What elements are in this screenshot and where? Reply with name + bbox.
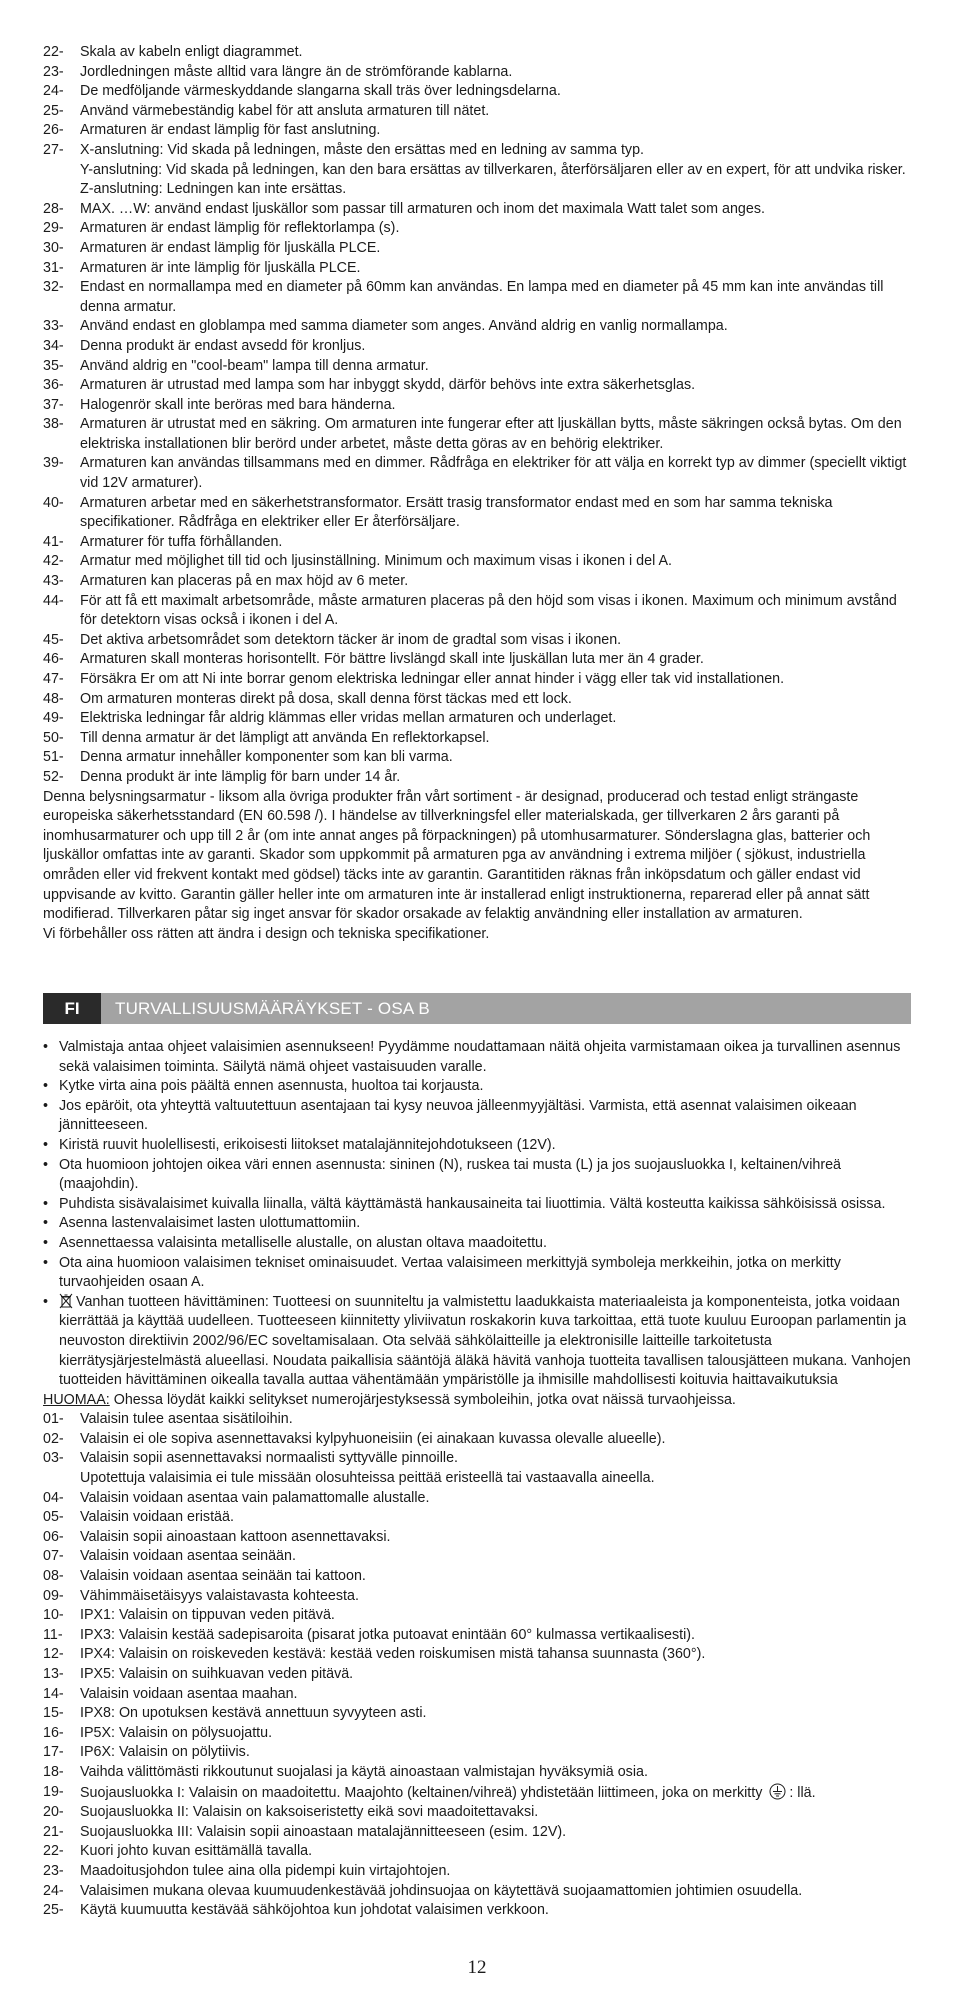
note-label: HUOMAA: xyxy=(43,1391,110,1408)
bullet-dot: • xyxy=(43,1078,49,1095)
fi-numbered-list xyxy=(43,1410,911,1782)
item-text: Valaisin voidaan asentaa seinään tai kattoon. xyxy=(80,1568,366,1585)
item-text: Använd endast en globlampa med samma diameter som anges. Använd aldrig en vanlig normallampa. xyxy=(80,318,728,335)
item-number: 15- xyxy=(43,1705,64,1722)
list-item xyxy=(43,1783,911,1804)
bullet-text: Asennettaessa valaisinta metalliselle alustalle, on alustan oltava maadoitettu. xyxy=(59,1234,547,1251)
fi-section xyxy=(43,1038,911,1921)
list-item xyxy=(43,1842,911,1862)
list-item xyxy=(43,650,911,670)
item-text: IP5X: Valaisin on pölysuojattu. xyxy=(80,1724,273,1741)
item-number: 48- xyxy=(43,690,64,707)
section-title: TURVALLISUUSMÄÄRÄYKSET - OSA B xyxy=(115,998,430,1018)
item-text: Det aktiva arbetsområdet som detektorn täcker är inom de gradtal som visas i ikonen. xyxy=(80,631,622,648)
item-text: IPX4: Valaisin on roiskeveden kestävä: kestää veden roiskumisen mistä tahansa suunnasta (360°). xyxy=(80,1646,706,1663)
item-number xyxy=(43,161,80,181)
list-item xyxy=(43,1430,911,1450)
item-number: 03- xyxy=(43,1450,64,1467)
list-item xyxy=(43,592,911,631)
item-text: Valaisin voidaan asentaa vain palamattomalle alustalle. xyxy=(80,1489,430,1506)
bullet-text: Valmistaja antaa ohjeet valaisimien asennukseen! Pyydämme noudattamaan näitä ohjeita varmistamaan oikea ja turvallinen asennus sekä valaisimen toiminta. Säilytä nämä ohjeet vastaisuuden varalle. xyxy=(59,1039,901,1075)
item-number: 23- xyxy=(43,1862,64,1879)
item-number: 08- xyxy=(43,1568,64,1585)
list-item xyxy=(43,141,911,161)
bullet-item xyxy=(43,1254,911,1293)
item-text: Använd aldrig en "cool-beam" lampa till denna armatur. xyxy=(80,357,429,374)
list-item xyxy=(43,1489,911,1509)
item-text: Armaturen skall monteras horisontellt. För bättre livslängd skall inte ljuskällan luta mer än 4 grader. xyxy=(80,651,704,668)
item-number: 52- xyxy=(43,768,64,785)
item-text: Försäkra Er om att Ni inte borrar genom elektriska ledningar eller annat hinder i vägg eller tak vid installationen. xyxy=(80,671,785,687)
list-item xyxy=(43,552,911,572)
item-text: Y-anslutning: Vid skada på ledningen, kan den bara ersättas av tillverkaren, återförsäljaren eller av en expert, för att undvika risker. xyxy=(80,161,906,178)
item-number: 41- xyxy=(43,533,64,550)
list-item xyxy=(43,1508,911,1528)
item-text: Kuori johto kuvan esittämällä tavalla. xyxy=(80,1843,313,1860)
item-number: 01- xyxy=(43,1411,64,1428)
item-text: Om armaturen monteras direkt på dosa, skall denna först täckas med ett lock. xyxy=(80,690,572,707)
item-text: Armatur med möjlighet till tid och ljusinställning. Minimum och maximum visas i ikonen i del A. xyxy=(80,553,672,570)
item-text: Armaturen kan placeras på en max höjd av 6 meter. xyxy=(80,573,409,590)
list-item xyxy=(43,1606,911,1626)
item-text: Valaisin sopii ainoastaan kattoon asennettavaksi. xyxy=(80,1528,391,1545)
item-number: 18- xyxy=(43,1763,64,1780)
list-item xyxy=(43,1469,911,1489)
bullet-text: Jos epäröit, ota yhteyttä valtuutettuun asentajaan tai kysy neuvoa jälleenmyyjältäsi. Varmista, että asennat valaisimen oikeaan jännitteeseen. xyxy=(59,1097,857,1134)
item-text: Jordledningen måste alltid vara längre än de strömförande kablarna. xyxy=(80,63,513,80)
list-item xyxy=(43,709,911,729)
item-number: 49- xyxy=(43,710,64,727)
bullet-dot: • xyxy=(43,1136,49,1153)
item-text: Valaisin sopii asennettavaksi normaalisti syttyvälle pinnoille. xyxy=(80,1450,458,1467)
item-text: Armaturen kan användas tillsammans med en dimmer. Rådfråga en elektriker för att välja en korrekt typ av dimmer (speciellt viktigt vid 12V armaturer). xyxy=(80,455,907,492)
weee-bullet xyxy=(43,1293,911,1391)
list-item xyxy=(43,1685,911,1705)
item-number: 45- xyxy=(43,631,64,648)
fi-section-header xyxy=(43,993,911,1024)
fi-numbered-list-cont xyxy=(43,1803,911,1921)
item-text: Suojausluokka III: Valaisin sopii ainoastaan matalajännitteeseen (esim. 12V). xyxy=(80,1823,567,1840)
bullet-dot: • xyxy=(43,1215,49,1232)
bullet-dot: • xyxy=(43,1097,49,1114)
sv-section xyxy=(43,43,911,944)
list-item xyxy=(43,1626,911,1646)
list-item xyxy=(43,1567,911,1587)
item-number: 24- xyxy=(43,1882,64,1899)
item-number: 37- xyxy=(43,396,64,413)
list-item xyxy=(43,729,911,749)
bullet-item xyxy=(43,1214,911,1234)
item-number: 05- xyxy=(43,1509,64,1526)
item-text: Armaturen är endast lämplig för reflektorlampa (s). xyxy=(80,220,400,237)
item-number: 25- xyxy=(43,102,64,119)
item-text: Armaturen är endast lämplig för ljuskälla PLCE. xyxy=(80,239,381,256)
bullet-item xyxy=(43,1077,911,1097)
list-item xyxy=(43,1724,911,1744)
list-item xyxy=(43,1645,911,1665)
item-text: Suojausluokka I: Valaisin on maadoitettu. Maajohto (keltainen/vihreä) yhdistetään liittimeen, joka on merkitty xyxy=(80,1784,767,1801)
item-number: 31- xyxy=(43,259,64,276)
item-text: Maadoitusjohdon tulee aina olla pidempi kuin virtajohtojen. xyxy=(80,1862,451,1879)
sv-reserve-note: Vi förbehåller oss rätten att ändra i design och tekniska specifikationer. xyxy=(43,925,490,942)
item-number: 17- xyxy=(43,1744,64,1761)
item-text: Upotettuja valaisimia ei tule missään olosuhteissa peittää eristeellä tai vastaavalla aineella. xyxy=(80,1470,655,1487)
list-item xyxy=(43,1528,911,1548)
item-text: Halogenrör skall inte beröras med bara händerna. xyxy=(80,396,396,413)
list-item xyxy=(43,219,911,239)
item-text: Armaturen är utrustat med en säkring. Om armaturen inte fungerar efter att ljuskällan bytts, måste säkringen också bytas. Om den elektriska installationen blir berörd under arbetet, måste detta göras av en behörig elektriker. xyxy=(80,416,902,452)
item-number: 25- xyxy=(43,1902,64,1919)
list-item xyxy=(43,533,911,553)
list-item xyxy=(43,1704,911,1724)
list-item xyxy=(43,63,911,83)
item-text: För att få ett maximalt arbetsområde, måste armaturen placeras på den höjd som visas i ikonen. Maximum och minimum avstånd för detektorn visas också i ikonen i del A. xyxy=(80,592,897,629)
item-text: Valaisin tulee asentaa sisätiloihin. xyxy=(80,1411,293,1428)
fi-note xyxy=(43,1391,911,1411)
item-number: 26- xyxy=(43,122,64,139)
item-number: 16- xyxy=(43,1724,64,1741)
bullet-dot: • xyxy=(43,1254,49,1271)
item-number: 21- xyxy=(43,1823,64,1840)
list-item xyxy=(43,239,911,259)
bullet-text: Kytke virta aina pois päältä ennen asennusta, huoltoa tai korjausta. xyxy=(59,1078,484,1095)
list-item xyxy=(43,1743,911,1763)
bullet-dot: • xyxy=(43,1293,49,1310)
item-number: 44- xyxy=(43,592,64,609)
item-text: Valaisin ei ole sopiva asennettavaksi kylpyhuoneisiin (ei ainakaan kuvassa olevalle alueelle). xyxy=(80,1430,666,1447)
item-text: Vaihda välittömästi rikkoutunut suojalasi ja käytä ainoastaan valmistajan hyväksymiä osia. xyxy=(80,1763,648,1780)
note-text: Ohessa löydät kaikki selitykset numerojärjestyksessä symboleihin, jotka ovat näissä turvaohjeissa. xyxy=(109,1391,736,1408)
bullet-item xyxy=(43,1195,911,1215)
earth-ground-icon xyxy=(769,1783,786,1800)
bullet-item xyxy=(43,1038,911,1077)
list-item xyxy=(43,357,911,377)
list-item xyxy=(43,1449,911,1469)
item-text: Denna produkt är inte lämplig för barn under 14 år. xyxy=(80,768,401,785)
item-text: X-anslutning: Vid skada på ledningen, måste den ersättas med en ledning av samma typ. xyxy=(80,141,645,158)
list-item xyxy=(43,1410,911,1430)
item-text: Valaisimen mukana olevaa kuumuudenkestävää johdinsuojaa on käytettävä suojaamattomien johtimien osuudella. xyxy=(80,1882,803,1899)
bullet-item xyxy=(43,1156,911,1195)
list-item xyxy=(43,161,911,181)
bullet-text: Kiristä ruuvit huolellisesti, erikoisesti liitokset matalajännitejohdotukseen (12V). xyxy=(59,1136,556,1153)
item-number: 50- xyxy=(43,729,64,746)
item-number: 13- xyxy=(43,1666,64,1682)
item-number: 43- xyxy=(43,573,64,590)
item-text: IPX3: Valaisin kestää sadepisaroita (pisarat jotka putoavat enintään 60° kulmassa vertikaalisesti). xyxy=(80,1626,695,1643)
bullet-dot: • xyxy=(43,1156,49,1173)
list-item xyxy=(43,1901,911,1921)
item-number: 42- xyxy=(43,553,64,570)
item-number: 07- xyxy=(43,1548,64,1565)
item-number: 46- xyxy=(43,651,64,668)
item-number: 34- xyxy=(43,337,64,354)
list-item xyxy=(43,337,911,357)
item-text-end: : llä. xyxy=(789,1784,816,1801)
item-number: 30- xyxy=(43,239,64,256)
item-text: Käytä kuumuutta kestävää sähköjohtoa kun johdotat valaisimen verkkoon. xyxy=(80,1902,549,1919)
item-number: 40- xyxy=(43,494,64,511)
item-text: Valaisin voidaan asentaa seinään. xyxy=(80,1548,296,1565)
list-item xyxy=(43,748,911,768)
item-text: Valaisin voidaan eristää. xyxy=(80,1509,234,1526)
item-number: 29- xyxy=(43,220,64,237)
bullet-dot: • xyxy=(43,1234,49,1251)
item-number: 02- xyxy=(43,1430,64,1447)
list-item xyxy=(43,1587,911,1607)
bullet-dot: • xyxy=(43,1195,49,1212)
item-number: 38- xyxy=(43,416,64,433)
list-item xyxy=(43,259,911,279)
item-number: 20- xyxy=(43,1804,64,1821)
list-item xyxy=(43,317,911,337)
item-number: 33- xyxy=(43,318,64,335)
item-number: 36- xyxy=(43,377,64,394)
item-number: 06- xyxy=(43,1528,64,1545)
crossed-bin-icon xyxy=(59,1293,73,1309)
item-number: 10- xyxy=(43,1607,64,1624)
item-number: 11- xyxy=(43,1626,63,1643)
bullet-item xyxy=(43,1136,911,1156)
list-item xyxy=(43,1823,911,1843)
sv-warranty-paragraph: Denna belysningsarmatur - liksom alla övriga produkter från vårt sortiment - är designad, producerad och testad enligt strängaste europeiska säkerhetsstandard (EN 60.598 /). I händelse av tillverkningsfel eller materialskada, ger tillverkaren 2 års garanti på inomhusarmaturer och upp till 2 år (om inte annat anges på förpackningen) på utomhusarmaturer. Sönderslagna glas, batterier och ljuskällor omfattas inte av garanti. Skador som uppkommit på armaturen pga av användning i extrema miljöer ( sjökust, industriella områden eller vid frekvent kontakt med gödsel) täcks inte av garantin. Garantitiden räknas från inköpsdatum och gäller endast vid uppvisande av kvitto. Garantin gäller heller inte om armaturen inte är installerad enligt instruktionerna, reparerad eller på annat sätt modifierad. Tillverkaren påtar sig inget ansvar för skador orsakade av felaktig användning eller installation av armaturen. xyxy=(43,788,871,923)
item-number: 35- xyxy=(43,357,64,374)
fi-bullet-list xyxy=(43,1038,911,1293)
item-number xyxy=(43,1469,80,1489)
item-number: 12- xyxy=(43,1646,64,1663)
item-number: 09- xyxy=(43,1587,64,1604)
list-item xyxy=(43,102,911,122)
list-item xyxy=(43,690,911,710)
item-number: 22- xyxy=(43,44,64,60)
item-text: IPX8: On upotuksen kestävä annettuun syvyyteen asti. xyxy=(80,1705,427,1722)
item-text: MAX. …W: använd endast ljuskällor som passar till armaturen och inom det maximala Watt talet som anges. xyxy=(80,200,765,217)
item-text: IP6X: Valaisin on pölytiivis. xyxy=(80,1744,250,1761)
list-item xyxy=(43,1547,911,1567)
item-text: Armaturen är endast lämplig för fast anslutning. xyxy=(80,122,381,139)
item-text: IPX5: Valaisin on suihkuavan veden pitävä. xyxy=(80,1666,354,1682)
list-item xyxy=(43,1763,911,1783)
item-number: 27- xyxy=(43,141,64,158)
item-text: Endast en normallampa med en diameter på 60mm kan användas. En lampa med en diameter på 45 mm kan inte användas till denna armatur. xyxy=(80,279,884,315)
bullet-text: Ota aina huomioon valaisimen tekniset ominaisuudet. Vertaa valaisimeen merkittyjä symboleja merkkeihin, jotka on merkitty turvaohjeiden osaan A. xyxy=(59,1254,841,1291)
item-text: Använd värmebeständig kabel för att ansluta armaturen till nätet. xyxy=(80,102,490,119)
list-item xyxy=(43,415,911,454)
bullet-text: Asenna lastenvalaisimet lasten ulottumattomiin. xyxy=(59,1215,361,1232)
item-number: 39- xyxy=(43,455,64,472)
list-item xyxy=(43,396,911,416)
item-text: Skala av kabeln enligt diagrammet. xyxy=(80,44,303,60)
item-number: 28- xyxy=(43,200,64,217)
item-number: 14- xyxy=(43,1685,64,1702)
list-item xyxy=(43,1882,911,1902)
bullet-item xyxy=(43,1097,911,1136)
language-code-badge: FI xyxy=(43,993,101,1024)
item-number xyxy=(43,180,80,200)
list-item xyxy=(43,454,911,493)
list-item xyxy=(43,200,911,220)
bullet-text: Puhdista sisävalaisimet kuivalla liinalla, vältä käyttämästä hankausaineita tai liuottimia. Vältä kosteutta kaikissa sähköisissä osissa. xyxy=(59,1195,886,1212)
item-text: Valaisin voidaan asentaa maahan. xyxy=(80,1685,298,1702)
bullet-text: Ota huomioon johtojen oikea väri ennen asennusta: sininen (N), ruskea tai musta (L) ja jos suojausluokka I, keltainen/vihreä (maajohdin). xyxy=(59,1156,842,1193)
list-item xyxy=(43,82,911,102)
item-text: De medföljande värmeskyddande slangarna skall träs över ledningsdelarna. xyxy=(80,83,561,100)
list-item xyxy=(43,1803,911,1823)
bullet-item xyxy=(43,1234,911,1254)
list-item xyxy=(43,670,911,690)
list-item xyxy=(43,1665,911,1685)
item-text: Z-anslutning: Ledningen kan inte ersättas. xyxy=(80,181,347,198)
bullet-dot: • xyxy=(43,1039,49,1055)
item-text: Elektriska ledningar får aldrig klämmas eller vridas mellan armaturen och underlaget. xyxy=(80,710,617,727)
item-text: Armaturen är inte lämplig för ljuskälla PLCE. xyxy=(80,259,361,276)
item-text: Armaturen är utrustad med lampa som har inbyggt skydd, därför behövs inte extra säkerhetsglas. xyxy=(80,377,696,394)
item-number: 19- xyxy=(43,1783,64,1800)
item-text: Denna produkt är endast avsedd för kronljus. xyxy=(80,337,366,354)
list-item xyxy=(43,631,911,651)
list-item xyxy=(43,1862,911,1882)
item-number: 23- xyxy=(43,63,64,80)
item-number: 22- xyxy=(43,1843,64,1860)
list-item xyxy=(43,768,911,788)
list-item xyxy=(43,278,911,317)
list-item xyxy=(43,572,911,592)
item-text: Vähimmäisetäisyys valaistavasta kohteesta. xyxy=(80,1587,359,1604)
item-number: 24- xyxy=(43,83,64,100)
weee-text: Vanhan tuotteen hävittäminen: Tuotteesi on suunniteltu ja valmistettu laadukkaista materiaaleista ja komponenteista, jotka voidaan kierrättää ja käyttää uudelleen. Tuotteeseen kiinnitetty yliviivatun roskakorin kuva tarkoittaa, että tuote kuuluu Euroopan parlamentin ja neuvoston direktiivin 2002/96/EC soveltamisalaan. Ota selvää sähkölaitteille ja elektronisille laitteille tarkoitetusta kierrätysjärjestelmästä alueellasi. Noudata paikallisia sääntöjä äläkä hävitä vanhoja tuotteita tavallisen talousjätteen mukana. Vanhojen tuotteiden hävittäminen oikealla tavalla auttaa vähentämään ympäristölle ja ihmisille mahdollisesti koituvia haittavaikutuksia xyxy=(59,1293,911,1389)
item-text: Armaturer för tuffa förhållanden. xyxy=(80,533,283,550)
list-item xyxy=(43,494,911,533)
item-number: 04- xyxy=(43,1489,64,1506)
list-item xyxy=(43,376,911,396)
sv-numbered-list xyxy=(43,43,911,788)
item-text: Armaturen arbetar med en säkerhetstransformator. Ersätt trasig transformator endast med en som har samma tekniska specifikationer. Rådfråga en elektriker eller Er återförsäljare. xyxy=(80,494,833,531)
item-text: Denna armatur innehåller komponenter som kan bli varma. xyxy=(80,749,453,766)
item-text: IPX1: Valaisin on tippuvan veden pitävä. xyxy=(80,1607,335,1624)
item-number: 47- xyxy=(43,671,64,687)
list-item xyxy=(43,121,911,141)
item-text: Till denna armatur är det lämpligt att använda En reflektorkapsel. xyxy=(80,729,490,746)
page-number: 12 xyxy=(467,1957,487,1978)
item-number: 51- xyxy=(43,749,64,766)
item-number: 32- xyxy=(43,279,64,296)
list-item xyxy=(43,43,911,63)
list-item xyxy=(43,180,911,200)
item-text: Suojausluokka II: Valaisin on kaksoiseristetty eikä sovi maadoitettavaksi. xyxy=(80,1804,539,1821)
